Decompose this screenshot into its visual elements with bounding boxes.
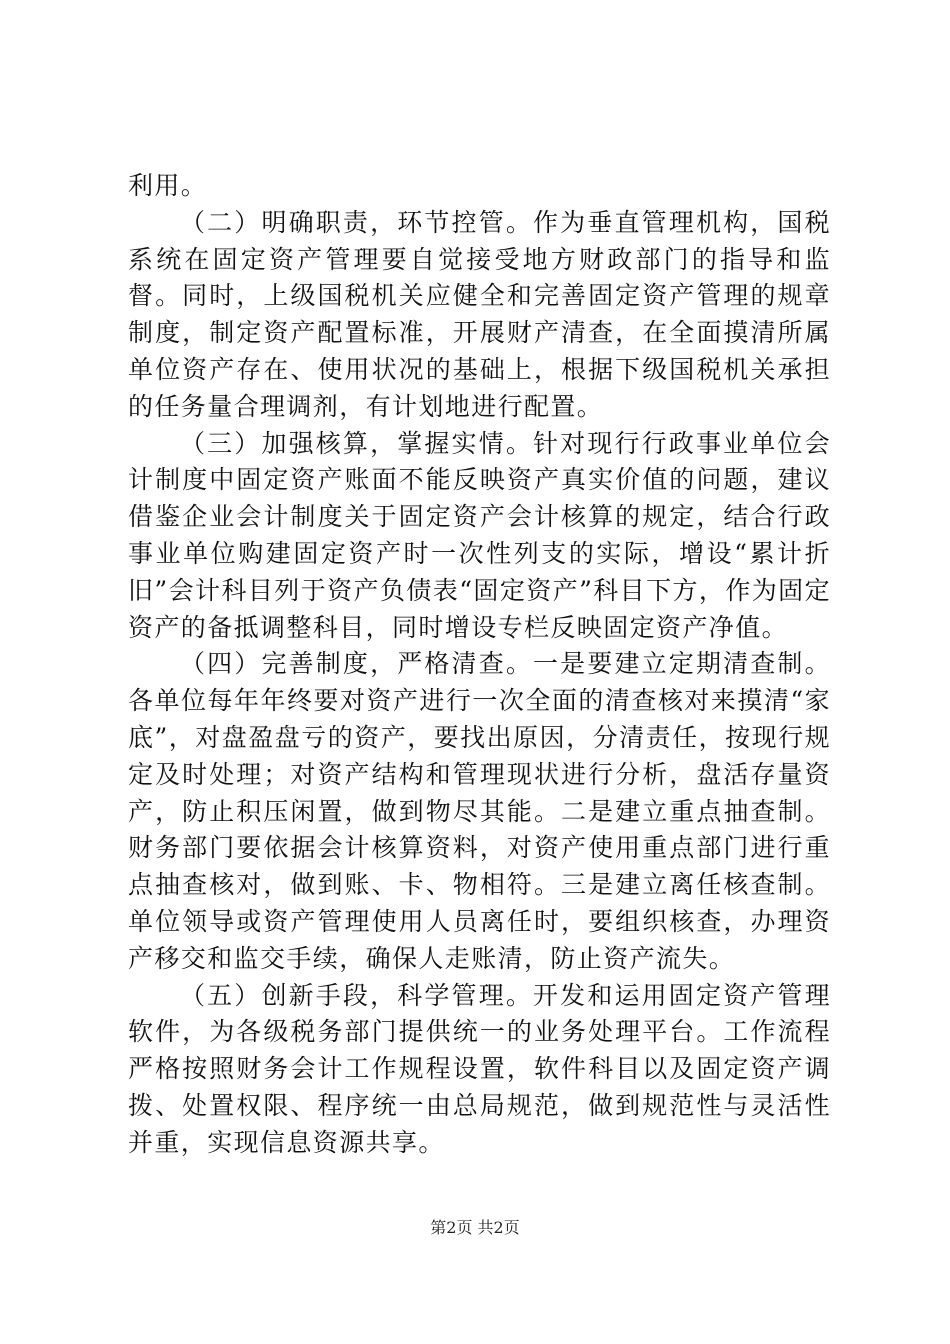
paragraph-section-3: （三）加强核算，掌握实情。针对现行行政事业单位会计制度中固定资产账面不能反映资产真实价值的问题，建议借鉴企业会计制度关于固定资产会计核算的规定，结合行政事业单位购建固定资产时一次性列支的实际，增设“累计折旧”会计科目列于资产负债表“固定资产”科目下方，作为固定资产的备抵调整科目，同时增设专栏反映固定资产净值。 (128, 428, 831, 642)
document-body (128, 168, 831, 1162)
paragraph-continuation: 利用。 (128, 171, 208, 200)
paragraph-section-5: （五）创新手段，科学管理。开发和运用固定资产管理软件，为各级税务部门提供统一的业务处理平台。工作流程严格按照财务会计工作规程设置，软件科目以及固定资产调拨、处置权限、程序统一由总局规范，做到规范性与灵活性并重，实现信息资源共享。 (128, 980, 831, 1157)
paragraph-section-2: （二）明确职责，环节控管。作为垂直管理机构，国税系统在固定资产管理要自觉接受地方财政部门的指导和监督。同时，上级国税机关应健全和完善固定资产管理的规章制度，制定资产配置标准，开展财产清查，在全面摸清所属单位资产存在、使用状况的基础上，根据下级国税机关承担的任务量合理调剂，有计划地进行配置。 (128, 207, 831, 421)
page-number-footer: 第2页 共2页 (430, 1218, 520, 1237)
paragraph-section-4: （四）完善制度，严格清查。一是要建立定期清查制。各单位每年年终要对资产进行一次全面的清查核对来摸清“家底”，对盘盈盘亏的资产，要找出原因，分清责任，按现行规定及时处理；对资产结构和管理现状进行分析，盘活存量资产，防止积压闲置，做到物尽其能。二是建立重点抽查制。财务部门要依据会计核算资料，对资产使用重点部门进行重点抽查核对，做到账、卡、物相符。三是建立离任核查制。单位领导或资产管理使用人员离任时，要组织核查，办理资产移交和监交手续，确保人走账清，防止资产流失。 (128, 649, 831, 973)
